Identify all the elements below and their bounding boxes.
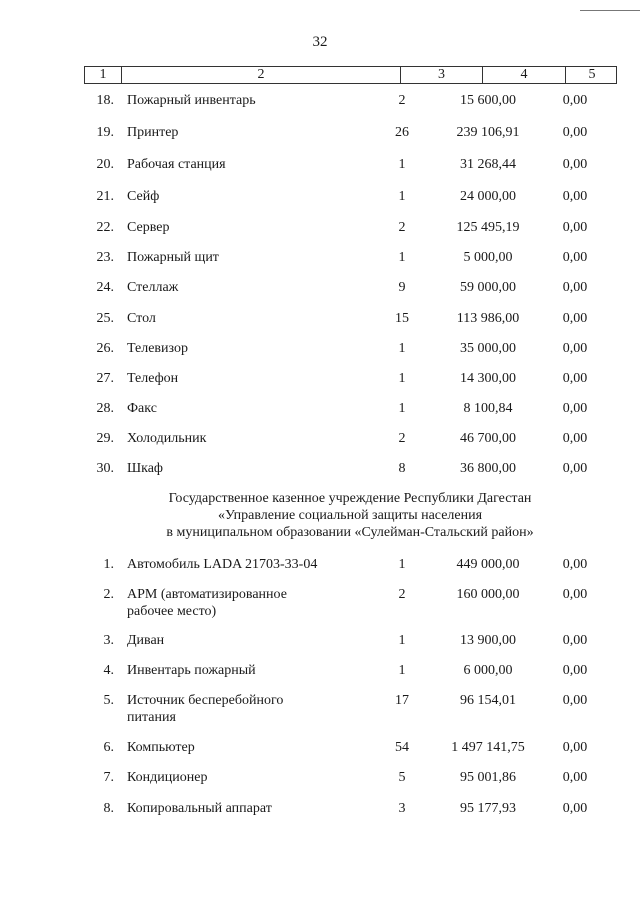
section-heading-line: «Управление социальной защиты населения xyxy=(217,508,483,523)
item-name: Пожарный инвентарь xyxy=(127,93,256,108)
item-wear: 0,00 xyxy=(562,280,588,295)
column-header-1: 1 xyxy=(85,67,122,83)
item-amount: 95 001,86 xyxy=(460,770,516,785)
item-name: Компьютер xyxy=(127,740,195,755)
item-amount: 35 000,00 xyxy=(460,341,516,356)
item-name: Факс xyxy=(127,401,157,416)
item-wear: 0,00 xyxy=(562,220,588,235)
item-wear: 0,00 xyxy=(562,801,588,816)
item-name: Стол xyxy=(127,311,156,326)
item-amount: 6 000,00 xyxy=(463,663,513,678)
item-amount: 14 300,00 xyxy=(460,371,516,386)
row-number: 24. xyxy=(96,280,114,295)
item-wear: 0,00 xyxy=(562,633,588,648)
item-wear: 0,00 xyxy=(562,557,588,572)
row-number: 4. xyxy=(103,663,114,678)
row-number: 22. xyxy=(96,220,114,235)
item-name: Кондиционер xyxy=(127,770,208,785)
item-amount: 449 000,00 xyxy=(456,557,520,572)
item-amount: 31 268,44 xyxy=(460,157,516,172)
item-quantity: 1 xyxy=(398,371,406,386)
item-name: Холодильник xyxy=(127,431,207,446)
item-quantity: 9 xyxy=(398,280,406,295)
column-header-2: 2 xyxy=(122,67,401,83)
item-wear: 0,00 xyxy=(562,93,588,108)
item-quantity: 2 xyxy=(398,587,406,602)
item-quantity: 1 xyxy=(398,157,406,172)
item-name: Телефон xyxy=(127,371,179,386)
item-amount: 95 177,93 xyxy=(460,801,516,816)
item-wear: 0,00 xyxy=(562,157,588,172)
row-number: 25. xyxy=(96,311,114,326)
section-heading xyxy=(0,490,640,541)
item-quantity: 54 xyxy=(395,740,409,755)
row-number: 7. xyxy=(103,770,114,785)
section-heading-line: в муниципальном образовании «Сулейман-Стальский район» xyxy=(166,525,534,540)
row-number: 27. xyxy=(96,371,114,386)
row-number: 20. xyxy=(96,157,114,172)
row-number: 26. xyxy=(96,341,114,356)
item-quantity: 1 xyxy=(398,341,406,356)
corner-rule xyxy=(580,10,640,11)
item-amount: 113 986,00 xyxy=(456,311,520,326)
item-amount: 239 106,91 xyxy=(456,125,520,140)
item-name: Сейф xyxy=(127,189,160,204)
item-name: Телевизор xyxy=(127,341,188,356)
item-name: Стеллаж xyxy=(127,280,179,295)
row-number: 1. xyxy=(103,557,114,572)
item-quantity: 17 xyxy=(395,693,409,708)
item-wear: 0,00 xyxy=(562,431,588,446)
item-amount: 46 700,00 xyxy=(460,431,516,446)
row-number: 5. xyxy=(103,693,114,708)
item-quantity: 1 xyxy=(398,189,406,204)
item-wear: 0,00 xyxy=(562,371,588,386)
row-number: 2. xyxy=(103,587,114,602)
item-amount: 8 100,84 xyxy=(463,401,513,416)
item-quantity: 3 xyxy=(398,801,406,816)
item-quantity: 1 xyxy=(398,633,406,648)
item-amount: 36 800,00 xyxy=(460,461,516,476)
item-wear: 0,00 xyxy=(562,189,588,204)
item-name: АРМ (автоматизированное рабочее место) xyxy=(127,587,287,619)
row-number: 23. xyxy=(96,250,114,265)
item-amount: 125 495,19 xyxy=(456,220,520,235)
table-header-row xyxy=(84,66,617,84)
item-wear: 0,00 xyxy=(562,693,588,708)
item-amount: 160 000,00 xyxy=(456,587,520,602)
item-name: Пожарный щит xyxy=(127,250,219,265)
row-number: 29. xyxy=(96,431,114,446)
item-wear: 0,00 xyxy=(562,311,588,326)
page-number: 32 xyxy=(312,34,328,50)
item-quantity: 2 xyxy=(398,93,406,108)
item-amount: 15 600,00 xyxy=(460,93,516,108)
column-header-5: 5 xyxy=(588,67,596,82)
row-number: 30. xyxy=(96,461,114,476)
item-name: Автомобиль LADA 21703-33-04 xyxy=(127,557,318,572)
item-amount: 96 154,01 xyxy=(460,693,516,708)
item-name: Копировальный аппарат xyxy=(127,801,272,816)
item-quantity: 1 xyxy=(398,557,406,572)
item-wear: 0,00 xyxy=(562,663,588,678)
row-number: 18. xyxy=(96,93,114,108)
item-quantity: 5 xyxy=(398,770,406,785)
item-wear: 0,00 xyxy=(562,740,588,755)
item-amount: 59 000,00 xyxy=(460,280,516,295)
item-amount: 24 000,00 xyxy=(460,189,516,204)
item-amount: 5 000,00 xyxy=(463,250,513,265)
row-number: 3. xyxy=(103,633,114,648)
item-wear: 0,00 xyxy=(562,341,588,356)
item-amount: 13 900,00 xyxy=(460,633,516,648)
item-quantity: 1 xyxy=(398,250,406,265)
item-name: Принтер xyxy=(127,125,179,140)
item-wear: 0,00 xyxy=(562,461,588,476)
item-name: Инвентарь пожарный xyxy=(127,663,256,678)
column-header-4: 4 xyxy=(483,67,566,83)
item-name: Рабочая станция xyxy=(127,157,226,172)
item-quantity: 1 xyxy=(398,401,406,416)
item-amount: 1 497 141,75 xyxy=(451,740,525,755)
item-wear: 0,00 xyxy=(562,770,588,785)
row-number: 19. xyxy=(96,125,114,140)
item-quantity: 26 xyxy=(395,125,409,140)
item-quantity: 2 xyxy=(398,431,406,446)
item-name: Сервер xyxy=(127,220,170,235)
row-number: 6. xyxy=(103,740,114,755)
item-name: Шкаф xyxy=(127,461,163,476)
section-heading-line: Государственное казенное учреждение Республики Дагестан xyxy=(168,491,532,506)
item-quantity: 2 xyxy=(398,220,406,235)
row-number: 8. xyxy=(103,801,114,816)
item-name: Диван xyxy=(127,633,165,648)
item-name: Источник бесперебойного питания xyxy=(127,693,284,725)
item-wear: 0,00 xyxy=(562,250,588,265)
item-quantity: 8 xyxy=(398,461,406,476)
row-number: 28. xyxy=(96,401,114,416)
row-number: 21. xyxy=(96,189,114,204)
item-wear: 0,00 xyxy=(562,401,588,416)
column-header-3: 3 xyxy=(401,67,483,83)
item-quantity: 1 xyxy=(398,663,406,678)
item-wear: 0,00 xyxy=(562,587,588,602)
item-wear: 0,00 xyxy=(562,125,588,140)
item-quantity: 15 xyxy=(395,311,409,326)
